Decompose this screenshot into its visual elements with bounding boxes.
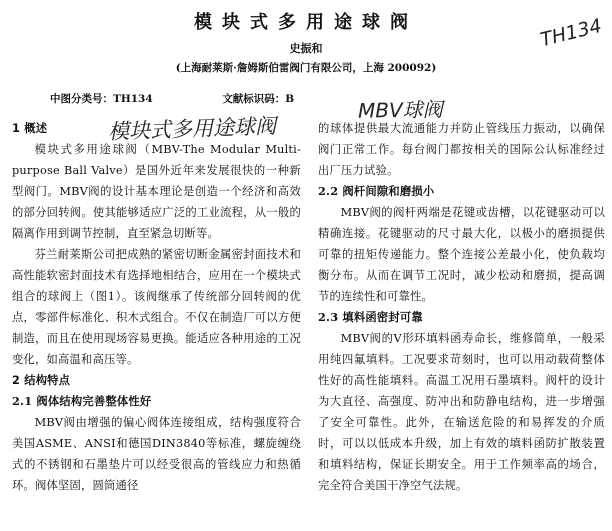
- section-2-heading: 2 结构特点: [12, 374, 71, 387]
- document-code: 文献标识码：B: [222, 93, 295, 105]
- handwritten-note-right: MBV球阀: [357, 97, 443, 123]
- author: 史振和: [289, 42, 323, 55]
- handwritten-note-left: 模块式多用途球阀: [107, 114, 277, 144]
- right-column: [318, 118, 605, 496]
- metadata-line: [50, 91, 360, 106]
- section-2-2-paragraph: MBV阀的阀杆两端是花键或齿槽，以花键驱动可以精确连接。花键驱动的尺寸最大化，以极小的磨损提供可靠的扭矩传递能力。整个连接公差最小化，使负载均衡分布。从而在调节工况时，减少松动和磨损，提高调节的连续性和可靠性。: [318, 206, 605, 303]
- section-2-2-heading: 2.2 阀杆间隙和磨损小: [318, 184, 435, 198]
- section-1-paragraph-1: 模块式多用途球阀（MBV-The Modular Multi-purpose Ball Valve）是国外近年来发展很快的一种新型阀门。MBV阀的设计基本理论是创造一个经济和高效的部分回转阀。使其能够适应广泛的工业流程，从一般的隔离作用到调节控制，直至紧急切断等。: [12, 143, 301, 240]
- section-2-1-paragraph: MBV阀由增强的偏心阀体连接组成，结构强度符合美国ASME、ANSI和德国DIN3840等标准，螺旋缠绕式的不锈钢和石墨垫片可以经受很高的管线应力和热循环。阀体坚固，圆筒通径: [12, 416, 301, 492]
- continued-paragraph: 的球体提供最大流通能力并防止管线压力振动，以确保阀门正常工作。每台阀门都按相关的国际公认标准经过出厂压力试验。: [318, 122, 605, 177]
- left-column: [12, 118, 301, 496]
- affiliation: (上海耐莱斯·詹姆斯伯雷阀门有限公司，上海 200092): [175, 62, 437, 74]
- section-1-heading: 1 概述: [12, 122, 48, 135]
- classification-number: 中图分类号：TH134: [50, 93, 153, 105]
- paper-title: 模块式多用途球阀: [194, 12, 418, 33]
- section-2-1-heading: 2.1 阀体结构完善整体性好: [12, 394, 152, 408]
- section-1-paragraph-2: 芬兰耐莱斯公司把成熟的紧密切断金属密封面技术和高性能软密封面技术有选择地相结合，应用在一个模块式组合的球阀上（图1）。该阀继承了传统部分回转阀的优点，零部件标准化、积木式组合。不仅在制造厂可以方便制造，而且在使用现场容易更换。能适应各种用途的工况变化，如高温和高压等。: [12, 248, 301, 366]
- section-2-3-heading: 2.3 填料函密封可靠: [318, 310, 423, 324]
- section-2-3-paragraph: MBV阀的V形环填料函寿命长，维修简单，一般采用纯四氟填料。工况要求苛刻时，也可以用动载荷整体性好的高性能填料。高温工况用石墨填料。阀杆的设计为大直径、高强度、防冲出和防静电结构，进一步增强了安全可靠性。此外，在输送危险的和易挥发的介质时，可以以低成本升级，加上有效的填料函防扩散装置和填料结构，保证长期安全。用于工作频率高的场合，完全符合美国干净空气法规。: [318, 332, 605, 492]
- handwritten-note-top: TH134: [538, 14, 604, 52]
